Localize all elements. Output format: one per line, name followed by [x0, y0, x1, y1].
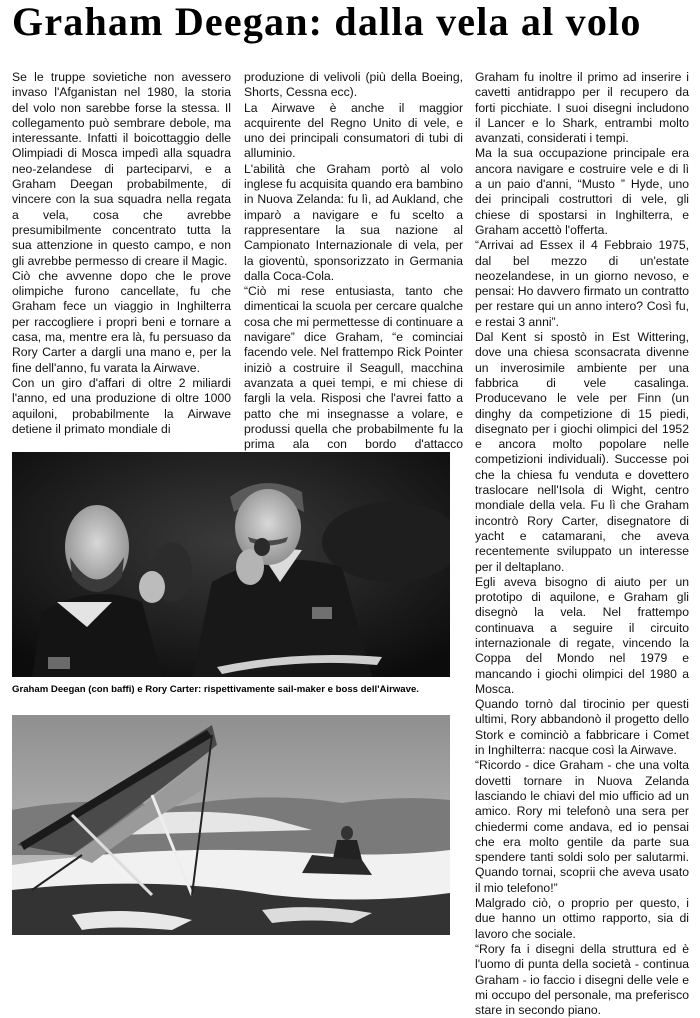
hang-glider-photo — [12, 715, 450, 935]
paragraph: “Ciò mi rese entusiasta, tanto che dimenticai la scuola per cercare qualche cosa che mi permettesse di continuare a navigare” dice Graham, “e cominciai facendo vele. Nel frattempo Rick Pointer iniziò a costruire il Seagull, macchina avanzata a quei tempi, e mi chiese di fargli la vela. Risposi che l'avrei fatto a patto che mi insegnasse a volare, e produssi quella che probabilmente fu la prima ala con bordo d'attacco — [244, 284, 463, 452]
text-column-3 — [475, 70, 689, 1018]
paragraph: “Rory fa i disegni della struttura ed è l'uomo di punta della società - continua Graham - io faccio i disegni delle vele e mi occupo del personale, ma preferisco stare in secondo piano. — [475, 941, 689, 1018]
paragraph: Ma la sua occupazione principale era ancora navigare e costruire vele e di lì a un paio d'anni, “Musto ” Hyde, uno dei principali costruttori di vele, gli chiese di spostarsi in Inghilterra, e Graham accettò l'offerta. — [475, 146, 689, 237]
paragraph: produzione di velivoli (più della Boeing, Shorts, Cessna ecc). — [244, 70, 463, 100]
paragraph: Con un giro d'affari di oltre 2 miliardi l'anno, ed una produzione di oltre 1000 aquiloni, probabilmente la Airwave detiene il primato mondiale di — [12, 375, 231, 436]
text-column-1 — [12, 70, 231, 437]
paragraph: Graham fu inoltre il primo ad inserire i cavetti antidrappo per il recupero da forti picchiate. I suoi disegni includono il Lancer e lo Shark, entrambi molto avanzati, considerati i tempi. — [475, 70, 689, 146]
photo-caption: Graham Deegan (con baffi) e Rory Carter: rispettivamente sail-maker e boss dell'Airwave. — [12, 684, 419, 695]
paragraph: Malgrado ciò, o proprio per questo, i due hanno un ottimo rapporto, sia di lavoro che sociale. — [475, 896, 689, 941]
paragraph: La Airwave è anche il maggior acquirente del Regno Unito di vele, e uno dei principali consumatori di tubi di alluminio. — [244, 100, 463, 161]
paragraph: Quando tornò dal tirocinio per questi ultimi, Rory abbandonò il progetto dello Stork e cominciò a fabbricare i Comet in Inghilterra: nacque così la Airwave. — [475, 697, 689, 758]
paragraph: Dal Kent si spostò in Est Wittering, dove una chiesa sconsacrata divenne un inverosimile ambiente per una fabbrica di vele casalinga. Producevano le vele per Finn (un dinghy da competizione di 15 piedi, disegnato per i giochi olimpici del 1952 e ancora molto popolare nelle competizioni individuali). Successe poi che la chiesa fu venduta e dovettero traslocare nell'Isola di Wight, centro mondiale della vela. Fu lì che Graham incontrò Rory Carter, disegnatore di yacht e catamarani, che aveva recentemente sviluppato un interesse per il deltaplano. — [475, 330, 689, 574]
paragraph: Egli aveva bisogno di aiuto per un prototipo di aquilone, e Graham gli disegnò la vela. Nel frattempo continuava a seguire il circuito internazionale di regate, vincendo la Coppa del Mondo nel 1979 e mancando i giochi olimpici del 1980 a Mosca. — [475, 574, 689, 696]
portrait-photo — [12, 452, 450, 677]
text-column-2 — [244, 70, 463, 468]
paragraph: Se le truppe sovietiche non avessero invaso l'Afganistan nel 1980, la storia del volo non sarebbe forse la stessa. Il collegamento può sembrare debole, ma interessante. Infatti il boicottaggio delle Olimpiadi di Mosca impedì alla squadra neo-zelandese di parteciparvi, e a Graham Deegan probabilmente, di vincere con la sua squadra nella regata a vela, cosa che avrebbe presumibilmente concentrato tutta la sua attenzione in questo campo, e non gli avrebbe permesso di creare il Magic. — [12, 70, 231, 268]
paragraph: L'abilità che Graham portò al volo inglese fu acquisita quando era bambino in Nuova Zelanda: fu lì, ad Aukland, che imparò a navigare e fu scelto a rappresentare la sua nazione al Campionato Internazionale di vela, per la gioventù, sponsorizzato in Germania dalla Coca-Cola. — [244, 161, 463, 283]
article-title: Graham Deegan: dalla vela al volo — [12, 0, 642, 44]
paragraph: “Arrivai ad Essex il 4 Febbraio 1975, dal bel mezzo di un'estate neozelandese, in un giorno nevoso, e pensai: Ho davvero firmato un contratto per restare qui un anno intero? Così fu, e restai 3 anni”. — [475, 238, 689, 329]
paragraph: “Ricordo - dice Graham - che una volta dovetti tornare in Nuova Zelanda lasciando le chiavi del mio ufficio ad un amico. Rory mi telefonò una sera per chiedermi come andava, ed io pensai che era molto gentile da parte sua spendere tanti soldi solo per salutarmi. Quando tornai, scoprii che aveva usato il mio telefono!” — [475, 758, 689, 895]
paragraph: Ciò che avvenne dopo che le prove olimpiche furono cancellate, fu che Graham fece un viaggio in Inghilterra per raccogliere i propri beni e tornare a casa, ma, mentre era là, fu persuaso da Rory Carter a dargli una mano e, per la fine dell'anno, fu varata la Airwave. — [12, 268, 231, 375]
